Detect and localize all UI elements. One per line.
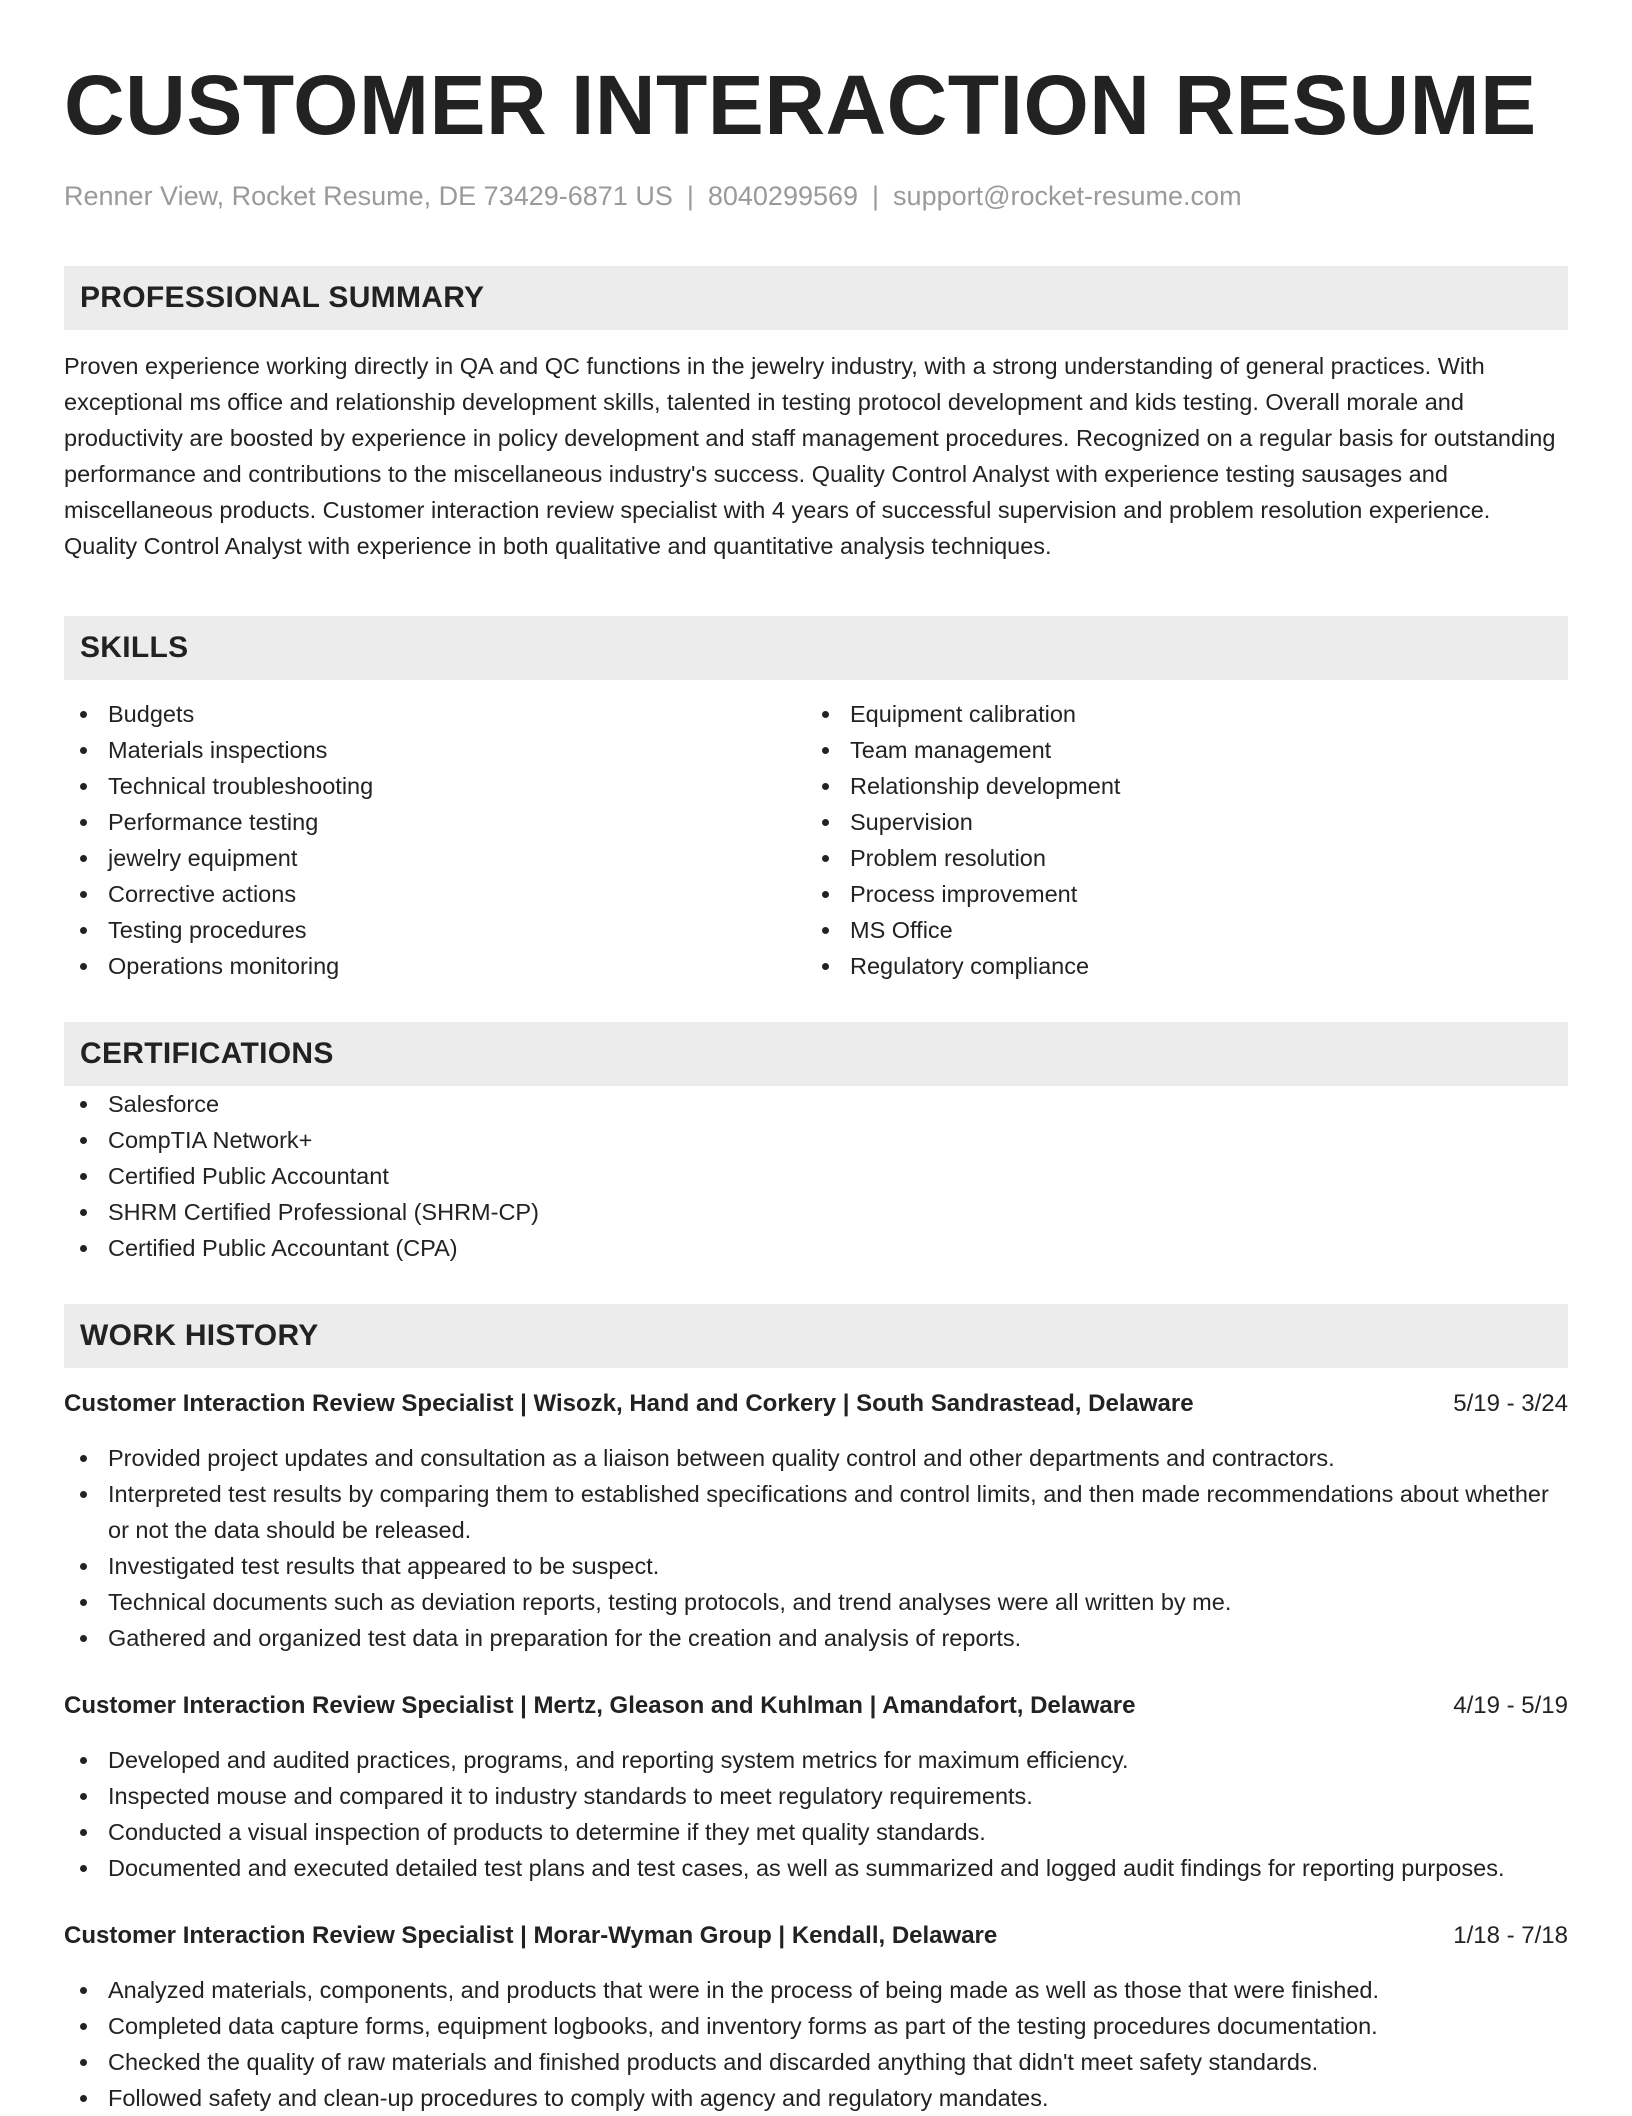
section-header-work-history: WORK HISTORY (64, 1304, 1568, 1368)
job-title: Customer Interaction Review Specialist | Wisozk, Hand and Corkery | South Sandrastead, Delaware (64, 1390, 1194, 1417)
skill-item: Budgets (64, 696, 806, 732)
job-bullet: Investigated test results that appeared to be suspect. (64, 1548, 1568, 1584)
job-bullet: Interpreted test results by comparing them to established specifications and control limits, and then made recommendations about whether or not the data should be released. (64, 1476, 1568, 1548)
skill-item: Performance testing (64, 804, 806, 840)
skill-item: Operations monitoring (64, 948, 806, 984)
job-bullet: Completed data capture forms, equipment logbooks, and inventory forms as part of the testing procedures documentation. (64, 2008, 1568, 2044)
certification-item: Certified Public Accountant (CPA) (64, 1230, 1568, 1266)
job-heading (64, 1688, 1568, 1724)
job-entry (64, 1386, 1568, 1656)
skill-item: Regulatory compliance (806, 948, 1548, 984)
contact-address: Renner View, Rocket Resume, DE 73429-6871 US (64, 181, 673, 211)
job-bullet: Analyzed materials, components, and products that were in the process of being made as well as those that were finished. (64, 1972, 1568, 2008)
job-bullet: Gathered and organized test data in preparation for the creation and analysis of reports. (64, 1620, 1568, 1656)
contact-phone: 8040299569 (707, 181, 859, 211)
job-heading (64, 1386, 1568, 1422)
skill-item: Relationship development (806, 768, 1548, 804)
section-header-skills: SKILLS (64, 616, 1568, 680)
summary-text: Proven experience working directly in QA and QC functions in the jewelry industry, with a strong understanding of general practices. With exceptional ms office and relationship development skills, talented in testing protocol development and kids testing. Overall morale and productivity are boosted by experience in policy development and staff management procedures. Recognized on a regular basis for outstanding performance and contributions to the miscellaneous industry's success. Quality Control Analyst with experience testing sausages and miscellaneous products. Customer interaction review specialist with 4 years of successful supervision and problem resolution experience. Quality Control Analyst with experience in both qualitative and quantitative analysis techniques. (64, 353, 1556, 559)
job-dates: 5/19 - 3/24 (1453, 1390, 1568, 1417)
certification-item: Certified Public Accountant (64, 1158, 1568, 1194)
skill-item: MS Office (806, 912, 1548, 948)
certifications-list (64, 1086, 1568, 1266)
job-entry (64, 1918, 1568, 2116)
job-bullet: Provided project updates and consultation as a liaison between quality control and other departments and contractors. (64, 1440, 1568, 1476)
skills-list-left (64, 696, 806, 984)
job-bullet: Followed safety and clean-up procedures to comply with agency and regulatory mandates. (64, 2080, 1568, 2116)
skill-item: Process improvement (806, 876, 1548, 912)
skill-item: Supervision (806, 804, 1548, 840)
certification-item: Salesforce (64, 1086, 1568, 1122)
skill-item: Materials inspections (64, 732, 806, 768)
resume-title: CUSTOMER INTERACTION RESUME (64, 58, 1537, 152)
job-title: Customer Interaction Review Specialist | Morar-Wyman Group | Kendall, Delaware (64, 1922, 998, 1949)
resume-page (64, 0, 1568, 2116)
certification-item: SHRM Certified Professional (SHRM-CP) (64, 1194, 1568, 1230)
skills-grid (64, 696, 1568, 984)
skill-item: Corrective actions (64, 876, 806, 912)
job-bullet: Checked the quality of raw materials and finished products and discarded anything that didn't meet safety standards. (64, 2044, 1568, 2080)
section-header-summary: PROFESSIONAL SUMMARY (64, 266, 1568, 330)
job-bullet: Conducted a visual inspection of products to determine if they met quality standards. (64, 1814, 1568, 1850)
job-bullets (64, 1440, 1568, 1656)
contact-line (64, 178, 1568, 214)
contact-separator: | (686, 181, 694, 211)
job-bullet: Documented and executed detailed test plans and test cases, as well as summarized and logged audit findings for reporting purposes. (64, 1850, 1568, 1886)
skill-item: Problem resolution (806, 840, 1548, 876)
contact-separator: | (872, 181, 880, 211)
job-bullet: Technical documents such as deviation reports, testing protocols, and trend analyses were all written by me. (64, 1584, 1568, 1620)
job-bullet: Developed and audited practices, programs, and reporting system metrics for maximum efficiency. (64, 1742, 1568, 1778)
certification-item: CompTIA Network+ (64, 1122, 1568, 1158)
skill-item: Equipment calibration (806, 696, 1548, 732)
skill-item: Team management (806, 732, 1548, 768)
job-title: Customer Interaction Review Specialist | Mertz, Gleason and Kuhlman | Amandafort, Delaware (64, 1692, 1136, 1719)
skill-item: Testing procedures (64, 912, 806, 948)
job-bullets (64, 1742, 1568, 1886)
job-dates: 1/18 - 7/18 (1453, 1922, 1568, 1949)
job-bullets (64, 1972, 1568, 2116)
skill-item: jewelry equipment (64, 840, 806, 876)
job-heading (64, 1918, 1568, 1954)
job-dates: 4/19 - 5/19 (1453, 1692, 1568, 1719)
skills-list-right (806, 696, 1548, 984)
job-bullet: Inspected mouse and compared it to industry standards to meet regulatory requirements. (64, 1778, 1568, 1814)
skill-item: Technical troubleshooting (64, 768, 806, 804)
contact-email: support@rocket-resume.com (893, 181, 1242, 211)
section-header-certifications: CERTIFICATIONS (64, 1022, 1568, 1086)
job-entry (64, 1688, 1568, 1886)
